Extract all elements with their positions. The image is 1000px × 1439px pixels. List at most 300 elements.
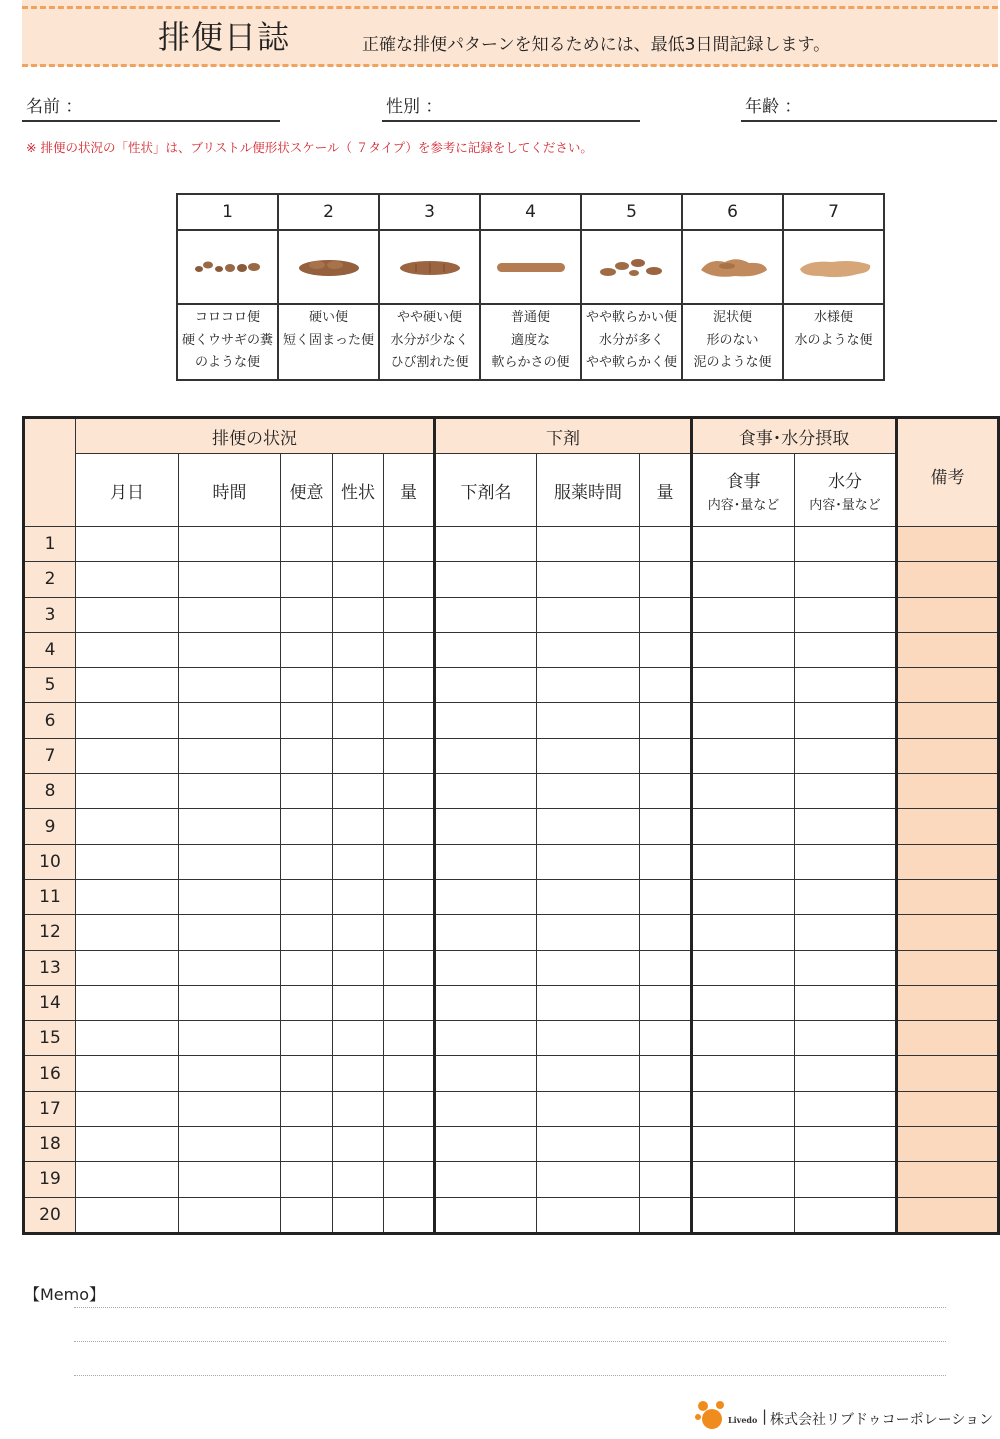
urge-cell[interactable]: [281, 774, 333, 809]
remarks-cell[interactable]: [897, 1197, 999, 1233]
bristol-description: 泥状便 形のない 泥のような便: [682, 304, 783, 380]
date-cell[interactable]: [76, 1091, 179, 1126]
amount-cell[interactable]: [384, 985, 435, 1020]
remarks-cell[interactable]: [897, 562, 999, 597]
dose-time-cell[interactable]: [537, 1056, 640, 1091]
urge-cell[interactable]: [281, 915, 333, 950]
remarks-cell[interactable]: [897, 703, 999, 738]
laxative-amount-cell[interactable]: [640, 668, 692, 703]
meal-cell[interactable]: [692, 879, 795, 914]
age-label: 年齢 ：: [745, 97, 802, 117]
time-cell[interactable]: [179, 738, 281, 773]
time-cell[interactable]: [179, 1021, 281, 1056]
bristol-scale-table: [176, 193, 885, 381]
stool-type6-illustration: [691, 252, 775, 282]
page-subtitle: 正確な排便パターンを知るためには、最低3日間記録します。: [362, 35, 831, 55]
remarks-cell[interactable]: [897, 985, 999, 1020]
form-cell[interactable]: [333, 597, 384, 632]
date-cell[interactable]: [76, 668, 179, 703]
urge-cell[interactable]: [281, 1056, 333, 1091]
urge-cell[interactable]: [281, 703, 333, 738]
urge-cell[interactable]: [281, 1127, 333, 1162]
dose-time-cell[interactable]: [537, 950, 640, 985]
date-cell[interactable]: [76, 879, 179, 914]
date-cell[interactable]: [76, 950, 179, 985]
bristol-image-cell: [783, 230, 884, 304]
table-row: [24, 915, 999, 950]
laxative-name-cell[interactable]: [435, 1056, 537, 1091]
laxative-amount-cell[interactable]: [640, 1091, 692, 1126]
dose-time-cell[interactable]: [537, 1091, 640, 1126]
brand-wordmark: Livedo: [728, 1415, 758, 1425]
time-cell[interactable]: [179, 597, 281, 632]
bristol-type-number: 7: [783, 194, 884, 230]
bristol-description: 硬い便 短く固まった便: [278, 304, 379, 380]
time-cell[interactable]: [179, 950, 281, 985]
form-cell[interactable]: [333, 703, 384, 738]
form-cell[interactable]: [333, 1091, 384, 1126]
bristol-type-number: 6: [682, 194, 783, 230]
date-cell[interactable]: [76, 632, 179, 667]
date-cell[interactable]: [76, 1056, 179, 1091]
water-cell[interactable]: [795, 1162, 897, 1197]
urge-cell[interactable]: [281, 562, 333, 597]
water-cell[interactable]: [795, 985, 897, 1020]
bristol-description: コロコロ便 硬くウサギの糞 のような便: [177, 304, 278, 380]
row-number: 10: [24, 844, 76, 879]
row-number: 16: [24, 1056, 76, 1091]
memo-label: 【Memo】: [24, 1285, 106, 1304]
row-number: 3: [24, 597, 76, 632]
laxative-amount-cell[interactable]: [640, 738, 692, 773]
dose-time-cell[interactable]: [537, 774, 640, 809]
remarks-cell[interactable]: [897, 738, 999, 773]
date-column-header: 月日: [76, 454, 179, 527]
laxative-name-cell[interactable]: [435, 1127, 537, 1162]
meal-cell[interactable]: [692, 1197, 795, 1233]
water-cell[interactable]: [795, 844, 897, 879]
meal-cell[interactable]: [692, 632, 795, 667]
urge-cell[interactable]: [281, 1021, 333, 1056]
table-row: [24, 844, 999, 879]
time-cell[interactable]: [179, 1127, 281, 1162]
meal-cell[interactable]: [692, 1127, 795, 1162]
table-row: [24, 668, 999, 703]
remarks-cell[interactable]: [897, 527, 999, 562]
dose-time-cell[interactable]: [537, 1021, 640, 1056]
sex-field[interactable]: [382, 90, 640, 122]
bristol-image-cell: [379, 230, 480, 304]
urge-cell[interactable]: [281, 809, 333, 844]
form-cell[interactable]: [333, 668, 384, 703]
form-cell[interactable]: [333, 809, 384, 844]
form-cell[interactable]: [333, 1162, 384, 1197]
laxative-name-cell[interactable]: [435, 879, 537, 914]
stool-type4-illustration: [489, 252, 573, 282]
time-cell[interactable]: [179, 632, 281, 667]
dose-time-cell[interactable]: [537, 844, 640, 879]
amount-cell[interactable]: [384, 1056, 435, 1091]
laxative-name-cell[interactable]: [435, 632, 537, 667]
dose-time-cell[interactable]: [537, 915, 640, 950]
date-cell[interactable]: [76, 1162, 179, 1197]
row-number: 14: [24, 985, 76, 1020]
date-cell[interactable]: [76, 1197, 179, 1233]
date-cell[interactable]: [76, 1127, 179, 1162]
laxative-amount-cell[interactable]: [640, 809, 692, 844]
time-cell[interactable]: [179, 879, 281, 914]
laxative-name-cell[interactable]: [435, 527, 537, 562]
header-bottom-dashes: [22, 64, 998, 67]
laxative-amount-cell[interactable]: [640, 1021, 692, 1056]
bristol-image-cell: [581, 230, 682, 304]
time-cell[interactable]: [179, 1056, 281, 1091]
meal-cell[interactable]: [692, 844, 795, 879]
table-row: [24, 1091, 999, 1126]
laxative-name-cell[interactable]: [435, 562, 537, 597]
meal-cell[interactable]: [692, 738, 795, 773]
time-cell[interactable]: [179, 527, 281, 562]
dose-time-cell[interactable]: [537, 1197, 640, 1233]
row-number: 2: [24, 562, 76, 597]
laxative-amount-cell[interactable]: [640, 527, 692, 562]
time-cell[interactable]: [179, 703, 281, 738]
meal-cell[interactable]: [692, 1021, 795, 1056]
laxative-name-cell[interactable]: [435, 985, 537, 1020]
table-row: [24, 527, 999, 562]
time-cell[interactable]: [179, 774, 281, 809]
table-row: [24, 985, 999, 1020]
time-cell[interactable]: [179, 844, 281, 879]
remarks-cell[interactable]: [897, 668, 999, 703]
meal-cell[interactable]: [692, 527, 795, 562]
livedo-logo-icon: [694, 1397, 728, 1431]
bristol-image-cell: [480, 230, 581, 304]
form-cell[interactable]: [333, 562, 384, 597]
form-cell[interactable]: [333, 950, 384, 985]
row-number: 6: [24, 703, 76, 738]
amount-cell[interactable]: [384, 738, 435, 773]
amount-cell[interactable]: [384, 527, 435, 562]
amount-cell[interactable]: [384, 597, 435, 632]
laxative-name-cell[interactable]: [435, 809, 537, 844]
dose-time-cell[interactable]: [537, 1127, 640, 1162]
date-cell[interactable]: [76, 703, 179, 738]
form-cell[interactable]: [333, 879, 384, 914]
laxative-amount-cell[interactable]: [640, 1127, 692, 1162]
amount-cell[interactable]: [384, 1091, 435, 1126]
amount-cell[interactable]: [384, 668, 435, 703]
laxative-amount-cell[interactable]: [640, 1162, 692, 1197]
meal-cell[interactable]: [692, 1056, 795, 1091]
time-cell[interactable]: [179, 668, 281, 703]
meal-cell[interactable]: [692, 985, 795, 1020]
dose-time-cell[interactable]: [537, 597, 640, 632]
date-cell[interactable]: [76, 597, 179, 632]
form-cell[interactable]: [333, 632, 384, 667]
laxative-name-cell[interactable]: [435, 668, 537, 703]
dose-time-cell[interactable]: [537, 668, 640, 703]
dose-time-cell[interactable]: [537, 527, 640, 562]
laxative-amount-cell[interactable]: [640, 1197, 692, 1233]
urge-cell[interactable]: [281, 1091, 333, 1126]
dose-time-cell[interactable]: [537, 703, 640, 738]
bristol-image-cell: [278, 230, 379, 304]
time-column-header: 時間: [179, 454, 281, 527]
laxative-name-cell[interactable]: [435, 738, 537, 773]
meal-column-header: 食事 内容･量など: [692, 454, 795, 527]
form-cell[interactable]: [333, 1197, 384, 1233]
stool-type1-illustration: [186, 252, 270, 282]
water-cell[interactable]: [795, 915, 897, 950]
amount-cell[interactable]: [384, 703, 435, 738]
amount-cell[interactable]: [384, 1021, 435, 1056]
bristol-image-cell: [177, 230, 278, 304]
age-field[interactable]: [741, 90, 997, 122]
stool-type3-illustration: [388, 252, 472, 282]
water-cell[interactable]: [795, 562, 897, 597]
remarks-cell[interactable]: [897, 1056, 999, 1091]
time-cell[interactable]: [179, 562, 281, 597]
meal-cell[interactable]: [692, 668, 795, 703]
urge-cell[interactable]: [281, 844, 333, 879]
bristol-description: 水様便 水のような便: [783, 304, 884, 380]
dose-time-cell[interactable]: [537, 1162, 640, 1197]
date-cell[interactable]: [76, 774, 179, 809]
meal-cell[interactable]: [692, 950, 795, 985]
laxative-amount-cell[interactable]: [640, 844, 692, 879]
form-cell[interactable]: [333, 527, 384, 562]
row-number: 17: [24, 1091, 76, 1126]
date-cell[interactable]: [76, 985, 179, 1020]
meal-cell[interactable]: [692, 774, 795, 809]
row-number: 5: [24, 668, 76, 703]
amount-column-header: 量: [384, 454, 435, 527]
company-name: 株式会社リブドゥコーポレーション: [770, 1412, 994, 1428]
laxative-amount-cell[interactable]: [640, 950, 692, 985]
form-cell[interactable]: [333, 738, 384, 773]
date-cell[interactable]: [76, 562, 179, 597]
bristol-type-number: 5: [581, 194, 682, 230]
remarks-cell[interactable]: [897, 844, 999, 879]
remarks-cell[interactable]: [897, 915, 999, 950]
urge-cell[interactable]: [281, 527, 333, 562]
remarks-cell[interactable]: [897, 597, 999, 632]
remarks-cell[interactable]: [897, 1091, 999, 1126]
form-cell[interactable]: [333, 1127, 384, 1162]
meal-cell[interactable]: [692, 1091, 795, 1126]
dose-time-cell[interactable]: [537, 879, 640, 914]
memo-line[interactable]: [74, 1375, 946, 1376]
remarks-cell[interactable]: [897, 632, 999, 667]
table-row: [24, 1197, 999, 1233]
water-cell[interactable]: [795, 774, 897, 809]
water-cell[interactable]: [795, 703, 897, 738]
water-cell[interactable]: [795, 950, 897, 985]
form-cell[interactable]: [333, 1021, 384, 1056]
laxative-amount-cell[interactable]: [640, 1056, 692, 1091]
row-number-header: [24, 418, 76, 527]
remarks-cell[interactable]: [897, 1021, 999, 1056]
table-row: [24, 1021, 999, 1056]
meal-cell[interactable]: [692, 809, 795, 844]
page-title: 排便日誌: [158, 18, 291, 56]
date-cell[interactable]: [76, 738, 179, 773]
water-cell[interactable]: [795, 1091, 897, 1126]
bristol-type-number: 2: [278, 194, 379, 230]
laxative-amount-cell[interactable]: [640, 879, 692, 914]
urge-cell[interactable]: [281, 1162, 333, 1197]
amount-cell[interactable]: [384, 1162, 435, 1197]
amount-cell[interactable]: [384, 1127, 435, 1162]
water-cell[interactable]: [795, 597, 897, 632]
laxative-name-cell[interactable]: [435, 703, 537, 738]
remarks-cell[interactable]: [897, 1127, 999, 1162]
water-cell[interactable]: [795, 1197, 897, 1233]
laxative-name-cell[interactable]: [435, 915, 537, 950]
water-cell[interactable]: [795, 1127, 897, 1162]
meal-group-header: 食事･水分摂取: [692, 418, 897, 454]
form-cell[interactable]: [333, 985, 384, 1020]
dose-time-cell[interactable]: [537, 809, 640, 844]
water-cell[interactable]: [795, 879, 897, 914]
urge-cell[interactable]: [281, 738, 333, 773]
water-cell[interactable]: [795, 1021, 897, 1056]
laxative-amount-cell[interactable]: [640, 703, 692, 738]
row-number: 7: [24, 738, 76, 773]
table-row: [24, 597, 999, 632]
laxative-name-cell[interactable]: [435, 597, 537, 632]
form-cell[interactable]: [333, 915, 384, 950]
bristol-type-number: 1: [177, 194, 278, 230]
date-cell[interactable]: [76, 844, 179, 879]
remarks-cell[interactable]: [897, 950, 999, 985]
amount-cell[interactable]: [384, 774, 435, 809]
form-cell[interactable]: [333, 1056, 384, 1091]
row-number: 4: [24, 632, 76, 667]
amount-cell[interactable]: [384, 809, 435, 844]
table-row: [24, 1056, 999, 1091]
laxative-amount-cell[interactable]: [640, 562, 692, 597]
row-number: 15: [24, 1021, 76, 1056]
time-cell[interactable]: [179, 915, 281, 950]
instruction-notice: ※ 排便の状況の「性状」は、ブリストル便形状スケール（ ７タイプ）を参考に記録をしてください。: [26, 140, 593, 155]
table-row: [24, 703, 999, 738]
row-number: 1: [24, 527, 76, 562]
laxative-amount-cell[interactable]: [640, 632, 692, 667]
remarks-cell[interactable]: [897, 774, 999, 809]
bristol-description: やや軟らかい便 水分が多く やや軟らかく便: [581, 304, 682, 380]
time-cell[interactable]: [179, 1162, 281, 1197]
amount-cell[interactable]: [384, 844, 435, 879]
date-cell[interactable]: [76, 809, 179, 844]
laxative-name-cell[interactable]: [435, 1091, 537, 1126]
meal-cell[interactable]: [692, 597, 795, 632]
dose-time-cell[interactable]: [537, 738, 640, 773]
urge-cell[interactable]: [281, 597, 333, 632]
time-cell[interactable]: [179, 1091, 281, 1126]
meal-cell[interactable]: [692, 915, 795, 950]
meal-cell[interactable]: [692, 562, 795, 597]
water-cell[interactable]: [795, 668, 897, 703]
stool-type5-illustration: [590, 252, 674, 282]
laxative-amount-cell[interactable]: [640, 985, 692, 1020]
row-number: 12: [24, 915, 76, 950]
form-cell[interactable]: [333, 774, 384, 809]
laxative-name-cell[interactable]: [435, 950, 537, 985]
laxative-name-cell[interactable]: [435, 1021, 537, 1056]
time-cell[interactable]: [179, 985, 281, 1020]
dose-time-cell[interactable]: [537, 985, 640, 1020]
amount-cell[interactable]: [384, 879, 435, 914]
water-column-header: 水分 内容･量など: [795, 454, 897, 527]
date-cell[interactable]: [76, 527, 179, 562]
amount-cell[interactable]: [384, 915, 435, 950]
laxative-amount-cell[interactable]: [640, 774, 692, 809]
time-cell[interactable]: [179, 809, 281, 844]
memo-line[interactable]: [74, 1307, 946, 1308]
sex-label: 性別 ：: [386, 97, 443, 117]
bristol-type-number: 4: [480, 194, 581, 230]
remarks-cell[interactable]: [897, 879, 999, 914]
laxative-amount-cell[interactable]: [640, 915, 692, 950]
remarks-cell[interactable]: [897, 1162, 999, 1197]
water-cell[interactable]: [795, 809, 897, 844]
water-cell[interactable]: [795, 527, 897, 562]
table-row: [24, 774, 999, 809]
row-number: 19: [24, 1162, 76, 1197]
dose-time-cell[interactable]: [537, 632, 640, 667]
form-cell[interactable]: [333, 844, 384, 879]
urge-cell[interactable]: [281, 1197, 333, 1233]
date-cell[interactable]: [76, 1021, 179, 1056]
laxative-name-cell[interactable]: [435, 774, 537, 809]
laxative-name-cell[interactable]: [435, 844, 537, 879]
bristol-image-cell: [682, 230, 783, 304]
remarks-cell[interactable]: [897, 809, 999, 844]
row-number: 18: [24, 1127, 76, 1162]
amount-cell[interactable]: [384, 632, 435, 667]
amount-cell[interactable]: [384, 1197, 435, 1233]
water-cell[interactable]: [795, 1056, 897, 1091]
amount-cell[interactable]: [384, 950, 435, 985]
laxative-name-cell[interactable]: [435, 1162, 537, 1197]
meal-cell[interactable]: [692, 703, 795, 738]
urge-cell[interactable]: [281, 632, 333, 667]
table-row: [24, 738, 999, 773]
urge-cell[interactable]: [281, 985, 333, 1020]
amount-cell[interactable]: [384, 562, 435, 597]
date-cell[interactable]: [76, 915, 179, 950]
row-number: 9: [24, 809, 76, 844]
water-cell[interactable]: [795, 632, 897, 667]
laxative-name-column-header: 下剤名: [435, 454, 537, 527]
name-field[interactable]: [22, 90, 280, 122]
table-row: [24, 879, 999, 914]
memo-line[interactable]: [74, 1341, 946, 1342]
time-cell[interactable]: [179, 1197, 281, 1233]
urge-cell[interactable]: [281, 879, 333, 914]
laxative-name-cell[interactable]: [435, 1197, 537, 1233]
urge-cell[interactable]: [281, 950, 333, 985]
form-column-header: 性状: [333, 454, 384, 527]
laxative-amount-cell[interactable]: [640, 597, 692, 632]
meal-cell[interactable]: [692, 1162, 795, 1197]
water-cell[interactable]: [795, 738, 897, 773]
urge-cell[interactable]: [281, 668, 333, 703]
dose-time-cell[interactable]: [537, 562, 640, 597]
name-label: 名前 ：: [26, 97, 83, 117]
